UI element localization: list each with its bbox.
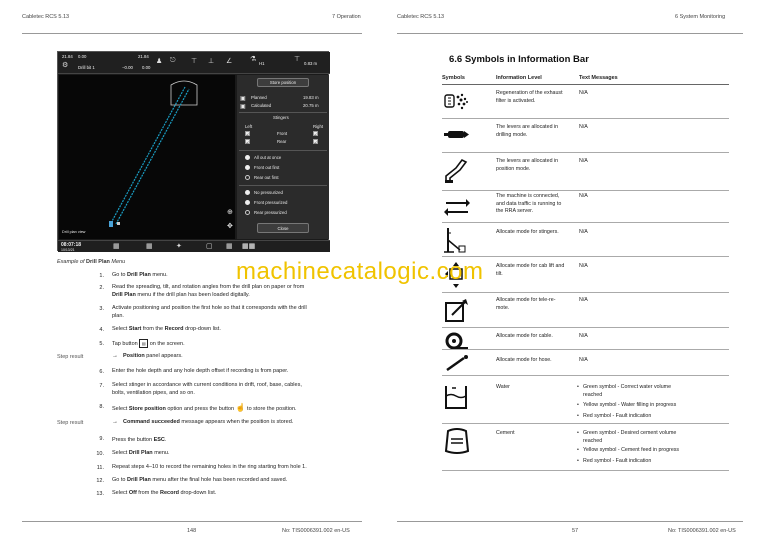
table-row: The levers are allocated in position mode. [496, 158, 559, 172]
row-divider [442, 327, 729, 328]
top-value-b: 0.00 [78, 54, 87, 59]
text-message: N/A [579, 297, 588, 303]
divider [239, 112, 327, 113]
step-result-label: Step result [57, 420, 84, 426]
step-result-2: Command succeeded message appears when the position is stored. [123, 419, 294, 425]
radio-rear-out-label: Rear out first [254, 175, 279, 180]
radio-no-pressurized[interactable] [245, 190, 250, 195]
right-page-number: 57 [572, 528, 579, 534]
clock-date: 10/13/21 [61, 248, 75, 252]
rig-tilt-icon[interactable]: ∠ [226, 58, 233, 65]
table-row: Allocate mode for hose. [496, 357, 552, 363]
position-mode-icon [442, 156, 472, 182]
calculated-value: 20.75 m [303, 103, 319, 108]
top-value-a: 21.84 [62, 54, 73, 59]
list-item: • Red symbol - Fault indication [583, 458, 731, 466]
checkbox-rear-left[interactable]: ✓ [246, 140, 250, 145]
store-position-button[interactable]: Store position [257, 78, 309, 87]
pan-icon[interactable]: ✥ [227, 223, 233, 230]
drill-plan-view[interactable] [59, 75, 235, 239]
list-item: • Green symbol - Desired cement volume reached [583, 430, 731, 445]
radio-all-out-label: All out at once [254, 155, 282, 160]
left-page-number: 148 [187, 528, 197, 534]
row-divider [442, 292, 729, 293]
row-divider [442, 222, 729, 223]
table-row: The machine is connected, and data traffic is running to the RRA server. [496, 193, 562, 214]
col-information-level: Information Level [496, 75, 542, 81]
calc-icon: ▣ [240, 104, 246, 110]
list-item: • Green symbol - Correct water volume reached [583, 384, 731, 399]
col-symbols: Symbols [442, 75, 465, 81]
list-item: • Yellow symbol - Water filling in progress [583, 402, 731, 410]
radio-rear-pressurized-label: Rear pressurized [254, 210, 287, 215]
screen-top-bar [58, 52, 330, 74]
radio-rear-pressurized[interactable] [245, 210, 250, 215]
step-number: 11. [96, 465, 104, 471]
esc-key-icon: ESC [153, 437, 165, 443]
table-row: Allocate mode for stingers. [496, 229, 559, 235]
step-1: Go to Drill Plan menu. [112, 272, 168, 278]
step-number: 13. [96, 491, 104, 497]
clock-time: 08:07:18 [61, 242, 82, 248]
step-number: 5. [99, 341, 104, 347]
table-row: Allocate mode for cable. [496, 333, 553, 339]
hole-label: H1 [259, 61, 265, 66]
drill-value-b: 0.00 [142, 65, 151, 70]
layers-icon[interactable]: ▢ [206, 243, 213, 250]
radio-rear-out[interactable] [245, 175, 250, 180]
right-chapter: 6 System Monitoring [675, 14, 726, 20]
checkbox-front-right[interactable]: ✓ [314, 132, 318, 137]
row-divider [442, 349, 729, 350]
step-13: Select Off from the Record drop-down list. [112, 490, 217, 496]
front-label: Front [277, 131, 288, 136]
step-8: Select Store position option and press the button ☝ to store the position. [112, 403, 297, 412]
position-panel [237, 75, 329, 239]
rear-label: Rear [277, 139, 287, 144]
table-row: Allocate mode for cab lift and tilt. [496, 263, 565, 277]
drill-bit-label: Drill bit 1 [78, 65, 95, 70]
step-result-1: Position panel appears. [123, 353, 183, 359]
table-row: Cement [496, 430, 515, 436]
bolt-plan-icon[interactable]: ▦ [113, 243, 120, 250]
row-divider [442, 375, 729, 376]
exhaust-filter-icon [442, 89, 472, 115]
right-header-rule [397, 33, 743, 34]
radio-front-pressurized[interactable] [245, 200, 250, 205]
step-number: 12. [96, 478, 104, 484]
table-header-rule [442, 84, 729, 85]
step-4: Select Start from the Record drop-down list. [112, 326, 221, 332]
text-message: N/A [579, 333, 588, 339]
divider [239, 150, 327, 151]
water-icon [442, 382, 472, 408]
press-button-icon: ☝ [235, 403, 246, 412]
radio-front-out[interactable] [245, 165, 250, 170]
left-footer-rule [22, 521, 362, 522]
plan-view-label: Drill plan view [62, 230, 86, 234]
cement-icon [442, 427, 472, 453]
radio-front-pressurized-label: Front pressurized [254, 200, 288, 205]
watermark: machinecatalogic.com [236, 258, 484, 285]
step-2: Read the spreading, tilt, and rotation angles from the drill plan on paper or from Drill Plan menu if the drill plan has been loaded digitally. [112, 284, 305, 298]
rig-view-icon[interactable]: ▦ [146, 243, 153, 250]
row-divider [442, 256, 729, 257]
table-row: The levers are allocated in drilling mode. [496, 124, 559, 138]
step-number: 2. [99, 285, 104, 291]
right-doc-number: No: TIS0006391.002 en-US [668, 528, 736, 534]
list-item: • Yellow symbol - Cement feed in progress [583, 447, 731, 455]
screen-bottom-bar [58, 240, 330, 252]
drill-rig-icon: ⚙ [62, 62, 69, 69]
list-item: • Red symbol - Fault indication [583, 413, 731, 421]
text-message: N/A [579, 263, 588, 269]
close-button[interactable]: Close [257, 223, 309, 233]
left-doc-number: No: TIS0006391.002 en-US [282, 528, 350, 534]
left-doc-title: Cabletec RCS 5.13 [22, 14, 70, 20]
boom-icon[interactable]: ⊤ [191, 58, 198, 65]
text-message: N/A [579, 158, 588, 164]
text-message: N/A [579, 357, 588, 363]
section-title: 6.6 Symbols in Information Bar [449, 54, 589, 65]
step-12: Go to Drill Plan menu after the final hole has been recorded and saved. [112, 477, 288, 483]
step-3: Activate positioning and position the first hole so that it corresponds with the drill plan. [112, 305, 307, 319]
text-message: N/A [579, 90, 588, 96]
step-result-label: Step result [57, 354, 84, 360]
col-text-messages: Text Messages [579, 75, 618, 81]
text-message: N/A [579, 124, 588, 130]
radio-front-out-label: Front out first [254, 165, 280, 170]
table-row: Water [496, 384, 510, 390]
right-doc-title: Cabletec RCS 5.13 [397, 14, 445, 20]
stinger-left-label: Left [245, 124, 253, 129]
result-arrow-icon: → [112, 419, 118, 425]
drill-plan-menu-icon[interactable]: ▦▦ [242, 243, 256, 250]
checkbox-rear-right[interactable]: ✓ [314, 140, 318, 145]
left-header-rule [22, 33, 362, 34]
step-10: Select Drill Plan menu. [112, 450, 170, 456]
text-message: N/A [579, 193, 588, 199]
checkbox-front-left[interactable]: ✓ [246, 132, 250, 137]
drill-value-a: −0.00 [122, 65, 133, 70]
radio-all-out[interactable] [245, 155, 250, 160]
step-number: 8. [99, 404, 104, 410]
right-footer-rule [397, 521, 743, 522]
row-divider [442, 470, 729, 471]
planned-value: 19.83 m [303, 95, 319, 100]
step-9: Press the button ESC. [112, 437, 167, 443]
left-chapter: 7 Operation [332, 14, 361, 20]
stinger-right-label: Right [313, 124, 324, 129]
text-message: N/A [579, 229, 588, 235]
step-number: 1. [99, 273, 104, 279]
lever-icon[interactable]: ⎋ [170, 57, 176, 64]
figure-caption: Example of Drill Plan Menu [57, 259, 126, 265]
depth-value: 0.83 m [304, 61, 318, 66]
step-number: 10. [96, 451, 104, 457]
depth-icon: ⊤ [294, 56, 301, 63]
step-6: Enter the hole depth and any hole depth offset if recording is from paper. [112, 368, 289, 374]
step-5: Tap button ▤ on the screen. [112, 340, 185, 347]
divider [239, 185, 327, 186]
grid-icon[interactable]: ▦ [226, 243, 233, 250]
calculated-label: Calculated [251, 103, 272, 108]
radio-no-pressurized-label: No pressurized [254, 190, 283, 195]
row-divider [442, 118, 729, 119]
stingers-mode-icon [442, 226, 472, 252]
row-divider [442, 423, 729, 424]
step-11: Repeat steps 4–10 to record the remaining holes in the ring starting from hole 1. [112, 464, 307, 470]
tele-remote-icon [442, 297, 472, 323]
record-button-icon: ▤ [139, 339, 148, 348]
record-icon: ▣ [240, 96, 246, 102]
table-row: Regeneration of the exhaust filter is activated. [496, 90, 563, 104]
drill-plan-drawing [59, 75, 235, 239]
table-row: Allocate mode for tele-re- mote. [496, 297, 556, 311]
compass-icon[interactable]: ✦ [176, 243, 182, 250]
result-arrow-icon: → [112, 353, 118, 359]
stingers-label: Stingers [273, 115, 289, 120]
step-number: 4. [99, 327, 104, 333]
mast-icon: ⚗ [250, 56, 257, 63]
row-divider [442, 190, 729, 191]
row-divider [442, 152, 729, 153]
step-number: 9. [99, 436, 104, 442]
drill-plan-screen [57, 51, 329, 251]
drilling-mode-icon [442, 122, 472, 148]
step-number: 6. [99, 369, 104, 375]
data-traffic-icon [442, 195, 472, 221]
step-number: 7. [99, 383, 104, 389]
planned-label: Planned [251, 95, 267, 100]
zoom-icon[interactable]: ⊕ [227, 209, 233, 216]
step-7: Select stinger in accordance with current conditions in drift, roof, base, cables, bolts, ventilation pipes, and so on. [112, 382, 302, 396]
operator-icon[interactable]: ♟ [156, 58, 163, 65]
step-number: 3. [99, 306, 104, 312]
top-value-c: 21.84 [138, 54, 149, 59]
stinger-icon[interactable]: ⊥ [208, 58, 215, 65]
